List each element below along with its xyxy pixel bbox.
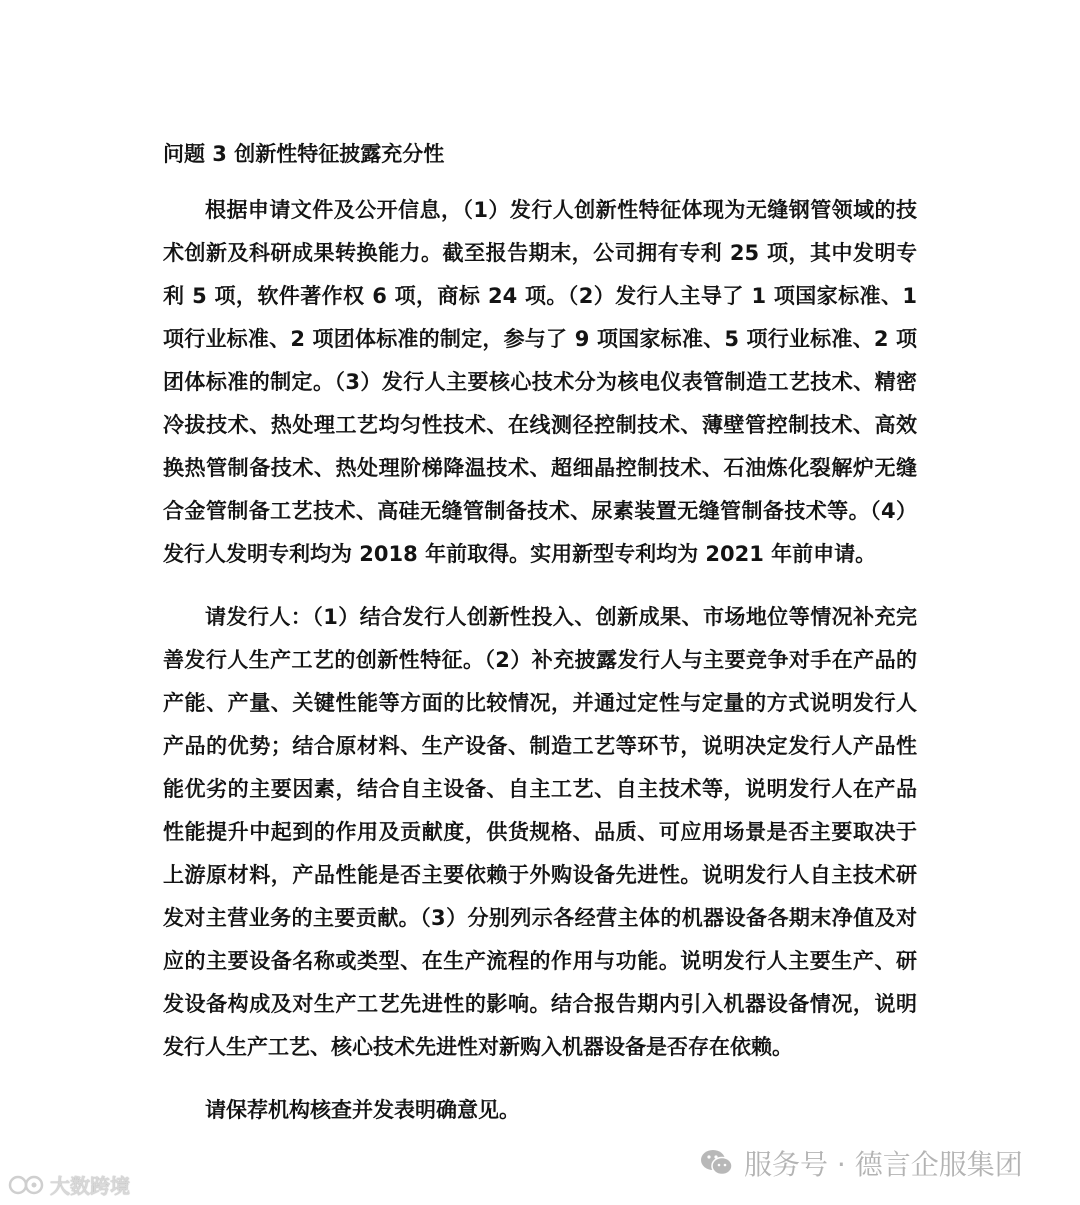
- paragraph-sponsor: 请保荐机构核查并发表明确意见。: [205, 1098, 520, 1122]
- document-body: [163, 134, 917, 1152]
- source-watermark-text: 大数跨境: [50, 1174, 130, 1198]
- wechat-icon: [700, 1148, 734, 1178]
- paragraph-background: 根据申请文件及公开信息，（1）发行人创新性特征体现为无缝钢管领域的技术创新及科研成果转换能力。截至报告期末，公司拥有专利 25 项，其中发明专利 5 项，软件著作权 6 项，商标 24 项。（2）发行人主导了 1 项国家标准、1 项行业标准、2 项团体标准的制定，参与了 9 项国家标准、5 项行业标准、2 项团体标准的制定。（3）发行人主要核心技术分为核电仪表管制造工艺技术、精密冷拔技术、热处理工艺均匀性技术、在线测径控制技术、薄壁管控制技术、高效换热管制备技术、热处理阶梯降温技术、超细晶控制技术、石油炼化裂解炉无缝合金管制备工艺技术、高硅无缝管制备技术、尿素装置无缝管制备技术等。（4）发行人发明专利均为 2018 年前取得。实用新型专利均为 2021 年前申请。: [163, 198, 917, 566]
- question-heading: 问题 3 创新性特征披露充分性: [163, 142, 445, 166]
- paragraph-requests: 请发行人：（1）结合发行人创新性投入、创新成果、市场地位等情况补充完善发行人生产工艺的创新性特征。（2）补充披露发行人与主要竞争对手在产品的产能、产量、关键性能等方面的比较情况，并通过定性与定量的方式说明发行人产品的优势；结合原材料、生产设备、制造工艺等环节，说明决定发行人产品性能优劣的主要因素，结合自主设备、自主工艺、自主技术等，说明发行人在产品性能提升中起到的作用及贡献度，供货规格、品质、可应用场景是否主要取决于上游原材料，产品性能是否主要依赖于外购设备先进性。说明发行人自主技术研发对主营业务的主要贡献。（3）分别列示各经营主体的机器设备各期末净值及对应的主要设备名称或类型、在生产流程的作用与功能。说明发行人主要生产、研发设备构成及对生产工艺先进性的影响。结合报告期内引入机器设备情况，说明发行人生产工艺、核心技术先进性对新购入机器设备是否存在依赖。: [163, 605, 917, 1059]
- brand-logo-icon: [8, 1172, 46, 1198]
- service-account-watermark: [700, 1143, 1023, 1183]
- source-watermark: [8, 1170, 130, 1199]
- watermark-text: 服务号 · 德言企服集团: [744, 1148, 1023, 1181]
